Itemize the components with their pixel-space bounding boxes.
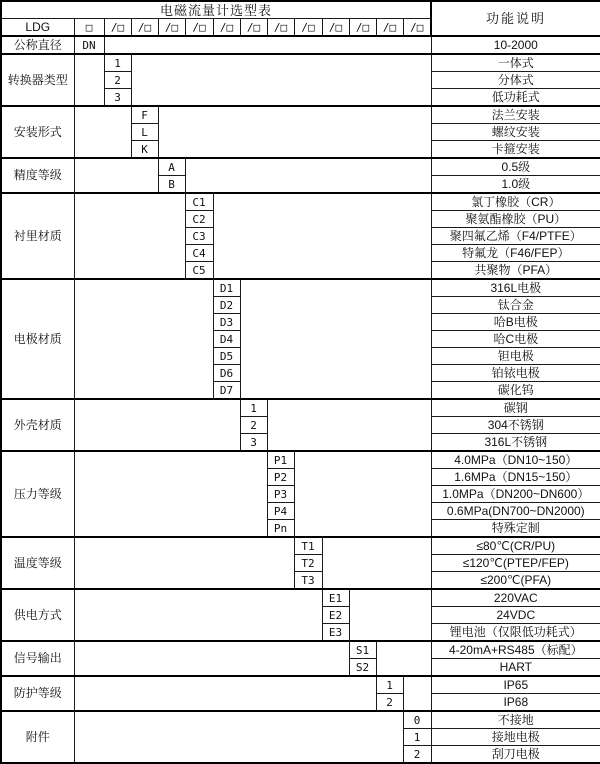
empty-cell-right (104, 36, 431, 54)
description-cell: 氯丁橡胶（CR） (431, 193, 600, 211)
model-slot-code: /□ (267, 19, 294, 37)
empty-cell-right (294, 451, 431, 537)
description-cell: 特殊定制 (431, 520, 600, 538)
code-cell: 2 (403, 746, 431, 764)
empty-cell-left (74, 676, 376, 711)
empty-cell-left (74, 641, 349, 676)
description-cell: IP65 (431, 676, 600, 694)
description-cell: 4.0MPa（DN10~150） (431, 451, 600, 469)
table-row (1, 54, 600, 72)
code-cell: B (158, 176, 185, 194)
model-slot-code: /□ (104, 19, 131, 37)
description-cell: 1.6MPa（DN15~150） (431, 469, 600, 486)
empty-cell-right (131, 54, 431, 106)
description-cell: 法兰安装 (431, 106, 600, 124)
empty-cell-right (185, 158, 431, 193)
code-cell: Pn (267, 520, 294, 538)
table-row (1, 279, 600, 297)
model-slot-code: /□ (185, 19, 213, 37)
description-cell: 聚氨酯橡胶（PU） (431, 211, 600, 228)
description-cell: 钛合金 (431, 297, 600, 314)
code-cell: 3 (240, 434, 267, 452)
code-cell: S2 (349, 659, 376, 677)
empty-cell-right (213, 193, 431, 279)
description-cell: 1.0级 (431, 176, 600, 194)
table-row (1, 537, 600, 555)
group-label: 转换器类型 (1, 54, 74, 106)
code-cell: C1 (185, 193, 213, 211)
empty-cell-right (322, 537, 431, 589)
group-label: 压力等级 (1, 451, 74, 537)
code-cell: L (131, 124, 158, 141)
code-cell: T3 (294, 572, 322, 590)
code-cell: 2 (376, 694, 403, 712)
table-row (1, 36, 600, 54)
group-label: 防护等级 (1, 676, 74, 711)
function-column-header: 功能说明 (431, 1, 600, 36)
code-cell: P3 (267, 486, 294, 503)
description-cell: 10-2000 (431, 36, 600, 54)
table-title: 电磁流量计选型表 (1, 1, 431, 19)
description-cell: 刮刀电极 (431, 746, 600, 764)
empty-cell-left (74, 399, 240, 451)
empty-cell-left (74, 279, 213, 399)
code-cell: T2 (294, 555, 322, 572)
group-label: 附件 (1, 711, 74, 763)
description-cell: 316L不锈钢 (431, 434, 600, 452)
description-cell: 钽电极 (431, 348, 600, 365)
empty-cell-right (158, 106, 431, 158)
description-cell: 碳化钨 (431, 382, 600, 400)
empty-cell-right (403, 676, 431, 711)
description-cell: HART (431, 659, 600, 677)
code-cell: D7 (213, 382, 240, 400)
code-cell: 3 (104, 89, 131, 107)
model-slot-code: /□ (294, 19, 322, 37)
description-cell: 碳钢 (431, 399, 600, 417)
code-cell: P1 (267, 451, 294, 469)
code-cell: A (158, 158, 185, 176)
code-cell: 1 (240, 399, 267, 417)
description-cell: ≤200℃(PFA) (431, 572, 600, 590)
group-label: 供电方式 (1, 589, 74, 641)
description-cell: 共聚物（PFA） (431, 262, 600, 280)
code-cell: DN (74, 36, 104, 54)
table-row (1, 589, 600, 607)
description-cell: 24VDC (431, 607, 600, 624)
table-row (1, 711, 600, 729)
group-label: 信号输出 (1, 641, 74, 676)
description-cell: ≤120℃(PTEP/FEP) (431, 555, 600, 572)
group-label: 公称直径 (1, 36, 74, 54)
description-cell: 4-20mA+RS485（标配） (431, 641, 600, 659)
description-cell: 低功耗式 (431, 89, 600, 107)
description-cell: ≤80℃(CR/PU) (431, 537, 600, 555)
empty-cell-left (74, 158, 158, 193)
model-slot-code: /□ (213, 19, 240, 37)
group-label: 电极材质 (1, 279, 74, 399)
group-label: 安装形式 (1, 106, 74, 158)
table-row (1, 399, 600, 417)
description-cell: 1.0MPa（DN200~DN600） (431, 486, 600, 503)
description-cell: 卡箍安装 (431, 141, 600, 159)
model-slot-code: /□ (131, 19, 158, 37)
description-cell: 接地电极 (431, 729, 600, 746)
table-row (1, 451, 600, 469)
description-cell: 哈B电极 (431, 314, 600, 331)
code-cell: D4 (213, 331, 240, 348)
table-row (1, 193, 600, 211)
model-slot-code: /□ (240, 19, 267, 37)
code-cell: 1 (403, 729, 431, 746)
code-cell: 1 (376, 676, 403, 694)
table-row (1, 641, 600, 659)
code-cell: D6 (213, 365, 240, 382)
empty-cell-left (74, 106, 131, 158)
code-cell: C2 (185, 211, 213, 228)
code-cell: E3 (322, 624, 349, 642)
description-cell: 分体式 (431, 72, 600, 89)
model-base-code: □ (74, 19, 104, 37)
empty-cell-left (74, 54, 104, 106)
description-cell: 316L电极 (431, 279, 600, 297)
description-cell: 0.6MPa(DN700~DN2000) (431, 503, 600, 520)
code-cell: F (131, 106, 158, 124)
description-cell: 特氟龙（F46/FEP） (431, 245, 600, 262)
description-cell: 铂铱电极 (431, 365, 600, 382)
description-cell: 哈C电极 (431, 331, 600, 348)
code-cell: E2 (322, 607, 349, 624)
code-cell: 2 (104, 72, 131, 89)
code-cell: E1 (322, 589, 349, 607)
description-cell: 锂电池（仅限低功耗式） (431, 624, 600, 642)
description-cell: 一体式 (431, 54, 600, 72)
description-cell: 0.5级 (431, 158, 600, 176)
code-cell: K (131, 141, 158, 159)
table-row (1, 106, 600, 124)
empty-cell-right (349, 589, 431, 641)
model-slot-code: /□ (158, 19, 185, 37)
model-slot-code: /□ (403, 19, 431, 37)
group-label: 外壳材质 (1, 399, 74, 451)
code-cell: 2 (240, 417, 267, 434)
description-cell: 304不锈钢 (431, 417, 600, 434)
empty-cell-right (240, 279, 431, 399)
code-cell: D5 (213, 348, 240, 365)
model-slot-code: /□ (376, 19, 403, 37)
empty-cell-left (74, 193, 185, 279)
description-cell: 螺纹安装 (431, 124, 600, 141)
code-cell: 0 (403, 711, 431, 729)
code-cell: 1 (104, 54, 131, 72)
group-label: 温度等级 (1, 537, 74, 589)
empty-cell-left (74, 589, 322, 641)
code-cell: D1 (213, 279, 240, 297)
code-cell: S1 (349, 641, 376, 659)
empty-cell-left (74, 537, 294, 589)
description-cell: 不接地 (431, 711, 600, 729)
description-cell: IP68 (431, 694, 600, 712)
code-cell: D3 (213, 314, 240, 331)
table-row (1, 676, 600, 694)
code-cell: C5 (185, 262, 213, 280)
code-cell: P2 (267, 469, 294, 486)
description-cell: 220VAC (431, 589, 600, 607)
code-cell: D2 (213, 297, 240, 314)
empty-cell-left (74, 451, 267, 537)
model-slot-code: /□ (322, 19, 349, 37)
code-cell: C4 (185, 245, 213, 262)
model-slot-code: /□ (349, 19, 376, 37)
code-cell: T1 (294, 537, 322, 555)
description-cell: 聚四氟乙烯（F4/PTFE） (431, 228, 600, 245)
group-label: 衬里材质 (1, 193, 74, 279)
empty-cell-right (267, 399, 431, 451)
code-cell: C3 (185, 228, 213, 245)
empty-cell-right (376, 641, 431, 676)
table-row (1, 158, 600, 176)
model-prefix: LDG (1, 19, 74, 37)
empty-cell-left (74, 711, 403, 763)
code-cell: P4 (267, 503, 294, 520)
group-label: 精度等级 (1, 158, 74, 193)
